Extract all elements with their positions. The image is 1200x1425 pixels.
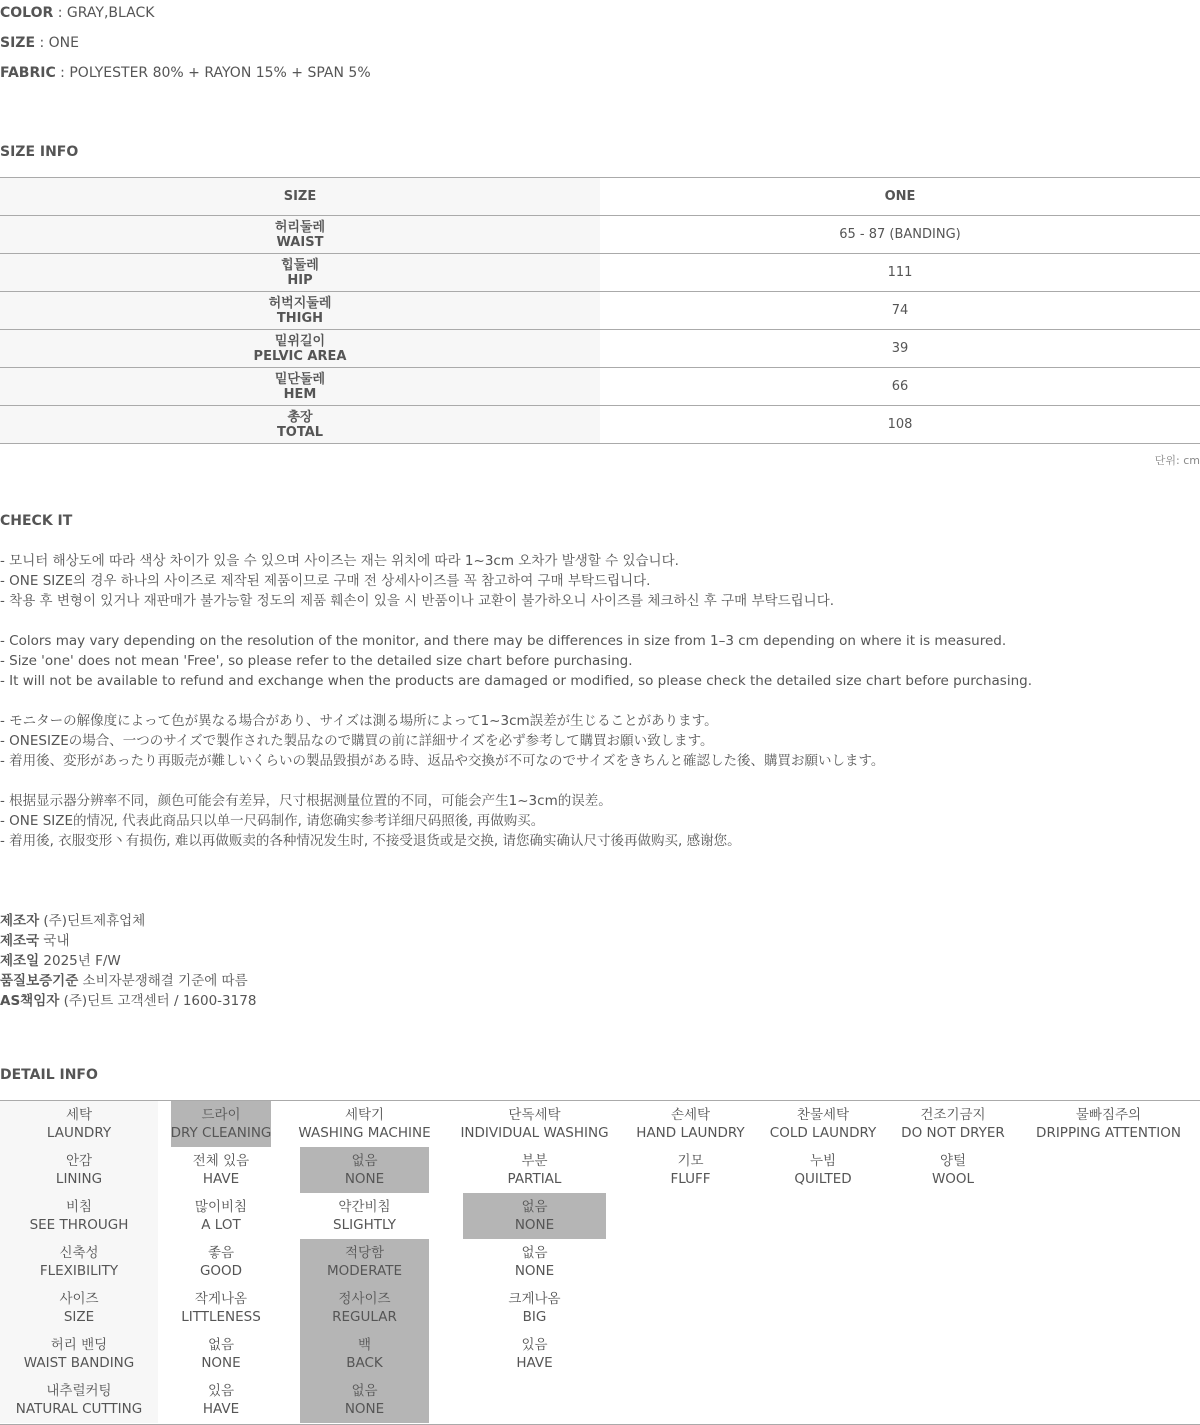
- detail-option-en: DO NOT DRYER: [901, 1125, 1005, 1141]
- detail-label-en: SEE THROUGH: [29, 1217, 129, 1233]
- check-note-line: - Colors may vary depending on the resolution of the monitor, and there may be differences in size from 1–3 cm depending on where it is measured.: [0, 633, 1007, 649]
- detail-option-en: A LOT: [201, 1217, 241, 1233]
- detail-option-ko: 전체 있음: [192, 1153, 250, 1169]
- detail-row: [0, 1285, 1200, 1331]
- detail-option-en: REGULAR: [332, 1309, 397, 1325]
- detail-option-ko: 좋음: [207, 1245, 235, 1261]
- check-note-line: - ONE SIZE의 경우 하나의 사이즈로 제작된 제품이므로 구매 전 상세사이즈를 꼭 참고하여 구매 부탁드립니다.: [0, 573, 651, 589]
- detail-option-ko: 없음: [351, 1383, 378, 1399]
- detail-option-ko: 누빔: [809, 1153, 837, 1169]
- size-measure-value: 74: [891, 303, 909, 318]
- detail-label-ko: 비침: [65, 1199, 93, 1215]
- check-note-group: [0, 551, 1032, 611]
- detail-option: [171, 1331, 271, 1377]
- detail-option-en: WASHING MACHINE: [298, 1125, 431, 1141]
- detail-label-ko: 신축성: [59, 1245, 99, 1261]
- spec-label: FABRIC: [0, 65, 56, 81]
- detail-option-ko: 양털: [939, 1153, 967, 1169]
- detail-option-ko: 백: [357, 1337, 372, 1353]
- detail-option-ko: 정사이즈: [338, 1291, 391, 1307]
- size-info-title: SIZE INFO: [0, 144, 79, 160]
- spec-value: : POLYESTER 80% + RAYON 15% + SPAN 5%: [55, 65, 371, 81]
- detail-option-ko: 기모: [677, 1153, 704, 1169]
- size-measure-ko: 힙둘레: [281, 257, 319, 273]
- detail-option-en: HAVE: [202, 1401, 240, 1417]
- size-measure-value: 111: [887, 265, 913, 280]
- detail-option: [903, 1147, 1003, 1193]
- detail-option-en: SLIGHTLY: [333, 1217, 396, 1233]
- detail-option-en: GOOD: [199, 1263, 243, 1279]
- detail-option-ko: 물빠짐주의: [1075, 1107, 1142, 1123]
- detail-label-en: LINING: [55, 1171, 103, 1187]
- check-note-group: [0, 711, 1032, 771]
- spec-value: : ONE: [35, 35, 79, 51]
- detail-option-ko: 건조기금지: [920, 1107, 986, 1123]
- check-note-line: - Size 'one' does not mean 'Free', so please refer to the detailed size chart before purchasing.: [0, 653, 633, 669]
- maker-label: 제조국: [0, 933, 40, 949]
- check-note-line: - ONE SIZE的情况, 代表此商品只以单一尺码制作, 请您确实参考详细尺码照後, 再做购买。: [0, 813, 545, 829]
- detail-option-selected: [300, 1147, 429, 1193]
- detail-label-ko: 허리 밴딩: [50, 1337, 108, 1353]
- table-row: [0, 254, 1200, 292]
- detail-row-label: [0, 1331, 158, 1377]
- table-row: [0, 330, 1200, 368]
- size-measure-en: HEM: [283, 386, 317, 402]
- detail-row: [0, 1377, 1200, 1423]
- detail-option-en: NONE: [344, 1401, 385, 1417]
- detail-label-en: NATURAL CUTTING: [15, 1401, 143, 1417]
- check-note-group: [0, 791, 1032, 851]
- table-row: [0, 406, 1200, 444]
- detail-option: [171, 1193, 271, 1239]
- detail-option: [633, 1101, 748, 1147]
- check-note-group: [0, 631, 1032, 691]
- detail-option: [460, 1101, 609, 1147]
- size-measure-value: 65 - 87 (BANDING): [839, 227, 961, 242]
- detail-label-en: WAIST BANDING: [23, 1355, 135, 1371]
- detail-row-label: [0, 1239, 158, 1285]
- detail-label-ko: 세탁: [65, 1107, 93, 1123]
- check-note-line: - 着用後, 衣服变形丶有损伤, 难以再做贩卖的各种情况发生时, 不接受退货或是交换, 请您确实确认尺寸後再做购买, 感谢您。: [0, 833, 741, 849]
- detail-option-selected: [300, 1331, 429, 1377]
- size-measure-ko: 허리둘레: [274, 219, 326, 235]
- maker-label: 제조자: [0, 913, 40, 929]
- detail-option-en: HAVE: [516, 1355, 553, 1371]
- detail-option-en: NONE: [514, 1217, 555, 1233]
- detail-option: [300, 1101, 429, 1147]
- detail-option-ko: 없음: [521, 1199, 548, 1215]
- detail-row: [0, 1101, 1200, 1147]
- detail-option: [171, 1239, 271, 1285]
- detail-option: [171, 1285, 271, 1331]
- maker-label: AS책임자: [0, 993, 60, 1009]
- check-note-line: - モニターの解像度によって色が異なる場合があり、サイズは測る場所によって1~3cm誤差が生じることがあります。: [0, 713, 718, 729]
- detail-label-ko: 사이즈: [59, 1291, 99, 1307]
- check-it-notes: [0, 551, 1032, 871]
- detail-option: [171, 1147, 271, 1193]
- detail-option: [903, 1101, 1003, 1147]
- detail-label-en: SIZE: [63, 1309, 95, 1325]
- maker-line: [0, 931, 256, 951]
- detail-option: [171, 1377, 271, 1423]
- spec-fabric: [0, 65, 371, 81]
- maker-line: [0, 911, 256, 931]
- detail-option-en: COLD LAUNDRY: [769, 1125, 877, 1141]
- size-measure-en: TOTAL: [276, 424, 324, 440]
- maker-value: (주)딘트제휴업체: [39, 913, 146, 929]
- detail-option-ko: 단독세탁: [508, 1107, 561, 1123]
- detail-label-ko: 안감: [65, 1153, 93, 1169]
- spec-label: SIZE: [0, 35, 36, 51]
- detail-option-en: BACK: [346, 1355, 383, 1371]
- detail-label-ko: 내추럴커팅: [46, 1383, 112, 1399]
- detail-option: [770, 1147, 876, 1193]
- size-measure-value: 66: [891, 379, 909, 394]
- detail-option: [463, 1147, 606, 1193]
- check-note-line: - 根据显示器分辨率不同，颜色可能会有差异，尺寸根据测量位置的不同，可能会产生1~3cm的误差。: [0, 793, 612, 809]
- detail-option-en: BIG: [522, 1309, 547, 1325]
- detail-option-ko: 손세탁: [670, 1107, 711, 1123]
- detail-label-en: LAUNDRY: [46, 1125, 112, 1141]
- detail-row: [0, 1331, 1200, 1377]
- size-measure-label: [0, 216, 600, 253]
- maker-label: 제조일: [0, 953, 40, 969]
- detail-row: [0, 1147, 1200, 1193]
- detail-option-ko: 없음: [351, 1153, 378, 1169]
- detail-option-selected: [300, 1285, 429, 1331]
- detail-option-selected: [300, 1377, 429, 1423]
- size-measure-ko: 허벅지둘레: [268, 295, 332, 311]
- size-measure-ko: 밑단둘레: [274, 371, 326, 387]
- size-measure-value: 108: [887, 417, 913, 432]
- detail-row: [0, 1193, 1200, 1239]
- detail-option-ko: 부분: [521, 1153, 548, 1169]
- detail-option-en: DRY CLEANING: [170, 1125, 272, 1141]
- size-measure-value: 39: [891, 341, 909, 356]
- detail-option-ko: 있음: [207, 1383, 235, 1399]
- detail-option-ko: 많이비침: [194, 1199, 248, 1215]
- size-header-label: SIZE: [0, 178, 600, 215]
- detail-option-en: LITTLENESS: [181, 1309, 261, 1325]
- size-measure-label: [0, 254, 600, 291]
- detail-option: [300, 1193, 429, 1239]
- maker-label: 품질보증기준: [0, 973, 79, 989]
- detail-option-en: NONE: [201, 1355, 241, 1371]
- detail-option-ko: 작게나옴: [194, 1291, 248, 1307]
- detail-row-label: [0, 1377, 158, 1423]
- spec-color: [0, 5, 154, 21]
- detail-option: [1035, 1101, 1182, 1147]
- detail-option: [770, 1101, 876, 1147]
- detail-info-title: DETAIL INFO: [0, 1067, 98, 1083]
- detail-option-selected: [463, 1193, 606, 1239]
- check-note-line: - ONESIZEの場合、一つのサイズで製作された製品なので購買の前に詳細サイズを必ず参考して購買お願い致します。: [0, 733, 714, 749]
- detail-option-en: INDIVIDUAL WASHING: [460, 1125, 609, 1141]
- detail-option-selected: [300, 1239, 429, 1285]
- size-measure-ko: 총장: [287, 409, 313, 425]
- detail-option-ko: 드라이: [201, 1107, 241, 1123]
- size-measure-label: [0, 292, 600, 329]
- size-measure-label: [0, 330, 600, 367]
- table-row: [0, 368, 1200, 406]
- detail-option-ko: 크게나옴: [508, 1291, 561, 1307]
- detail-option-ko: 약간비침: [338, 1199, 391, 1215]
- size-measure-en: THIGH: [276, 310, 324, 326]
- size-table-header: [0, 178, 1200, 216]
- spec-value: : GRAY,BLACK: [53, 5, 155, 21]
- detail-option-en: MODERATE: [327, 1263, 402, 1279]
- check-note-line: - 着用後、変形があったり再販売が難しいくらいの製品毀損がある時、返品や交換が不可なのでサイズをきちんと確認した後、購買お願いします。: [0, 753, 885, 769]
- detail-option-en: NONE: [514, 1263, 555, 1279]
- detail-label-en: FLEXIBILITY: [39, 1263, 119, 1279]
- detail-row-label: [0, 1285, 158, 1331]
- detail-option-en: PARTIAL: [507, 1171, 562, 1187]
- detail-option-en: NONE: [344, 1171, 385, 1187]
- maker-info: [0, 911, 256, 1011]
- maker-line: [0, 951, 256, 971]
- maker-line: [0, 991, 256, 1011]
- size-measure-en: WAIST: [276, 234, 324, 250]
- size-measure-label: [0, 368, 600, 405]
- detail-option-ko: 적당함: [344, 1245, 385, 1261]
- size-measure-en: HIP: [287, 272, 313, 288]
- detail-option-en: WOOL: [931, 1171, 975, 1187]
- size-measure-ko: 밑위길이: [274, 333, 326, 349]
- size-measure-label: [0, 406, 600, 443]
- maker-value: 소비자분쟁해결 기준에 따름: [78, 973, 248, 989]
- detail-option-selected: [171, 1101, 271, 1147]
- size-table: [0, 177, 1200, 444]
- detail-option-en: HAVE: [202, 1171, 240, 1187]
- detail-row: [0, 1239, 1200, 1285]
- maker-value: 국내: [39, 933, 70, 949]
- detail-row-label: [0, 1101, 158, 1147]
- table-row: [0, 292, 1200, 330]
- detail-table: [0, 1100, 1200, 1425]
- detail-row-label: [0, 1147, 158, 1193]
- spec-label: COLOR: [0, 5, 54, 21]
- detail-option-ko: 있음: [521, 1337, 548, 1353]
- detail-option: [463, 1285, 606, 1331]
- check-note-line: - It will not be available to refund and exchange when the products are damaged or modified, so please check the detailed size chart before purchasing.: [0, 673, 1032, 689]
- size-header-value: ONE: [884, 189, 916, 204]
- detail-option: [463, 1331, 606, 1377]
- maker-value: (주)딘트 고객센터 / 1600-3178: [59, 993, 257, 1009]
- detail-option: [463, 1239, 606, 1285]
- detail-option-ko: 세탁기: [344, 1107, 385, 1123]
- check-it-title: CHECK IT: [0, 513, 73, 529]
- check-note-line: - 모니터 해상도에 따라 색상 차이가 있을 수 있으며 사이즈는 재는 위치에 따라 1~3cm 오차가 발생할 수 있습니다.: [0, 553, 679, 569]
- maker-line: [0, 971, 256, 991]
- unit-note: 단위: cm: [1154, 454, 1200, 467]
- maker-value: 2025년 F/W: [39, 953, 121, 969]
- detail-option-en: FLUFF: [670, 1171, 711, 1187]
- detail-option: [633, 1147, 748, 1193]
- detail-option-ko: 없음: [521, 1245, 548, 1261]
- detail-option-en: QUILTED: [794, 1171, 852, 1187]
- detail-option-ko: 없음: [207, 1337, 235, 1353]
- table-row: [0, 216, 1200, 254]
- size-measure-en: PELVIC AREA: [253, 348, 347, 364]
- detail-row-label: [0, 1193, 158, 1239]
- detail-option-en: DRIPPING ATTENTION: [1036, 1125, 1181, 1141]
- spec-size: [0, 35, 79, 51]
- detail-option-ko: 찬물세탁: [796, 1107, 850, 1123]
- detail-option-en: HAND LAUNDRY: [636, 1125, 745, 1141]
- check-note-line: - 착용 후 변형이 있거나 재판매가 불가능할 정도의 제품 훼손이 있을 시 반품이나 교환이 불가하오니 사이즈를 체크하신 후 구매 부탁드립니다.: [0, 593, 835, 609]
